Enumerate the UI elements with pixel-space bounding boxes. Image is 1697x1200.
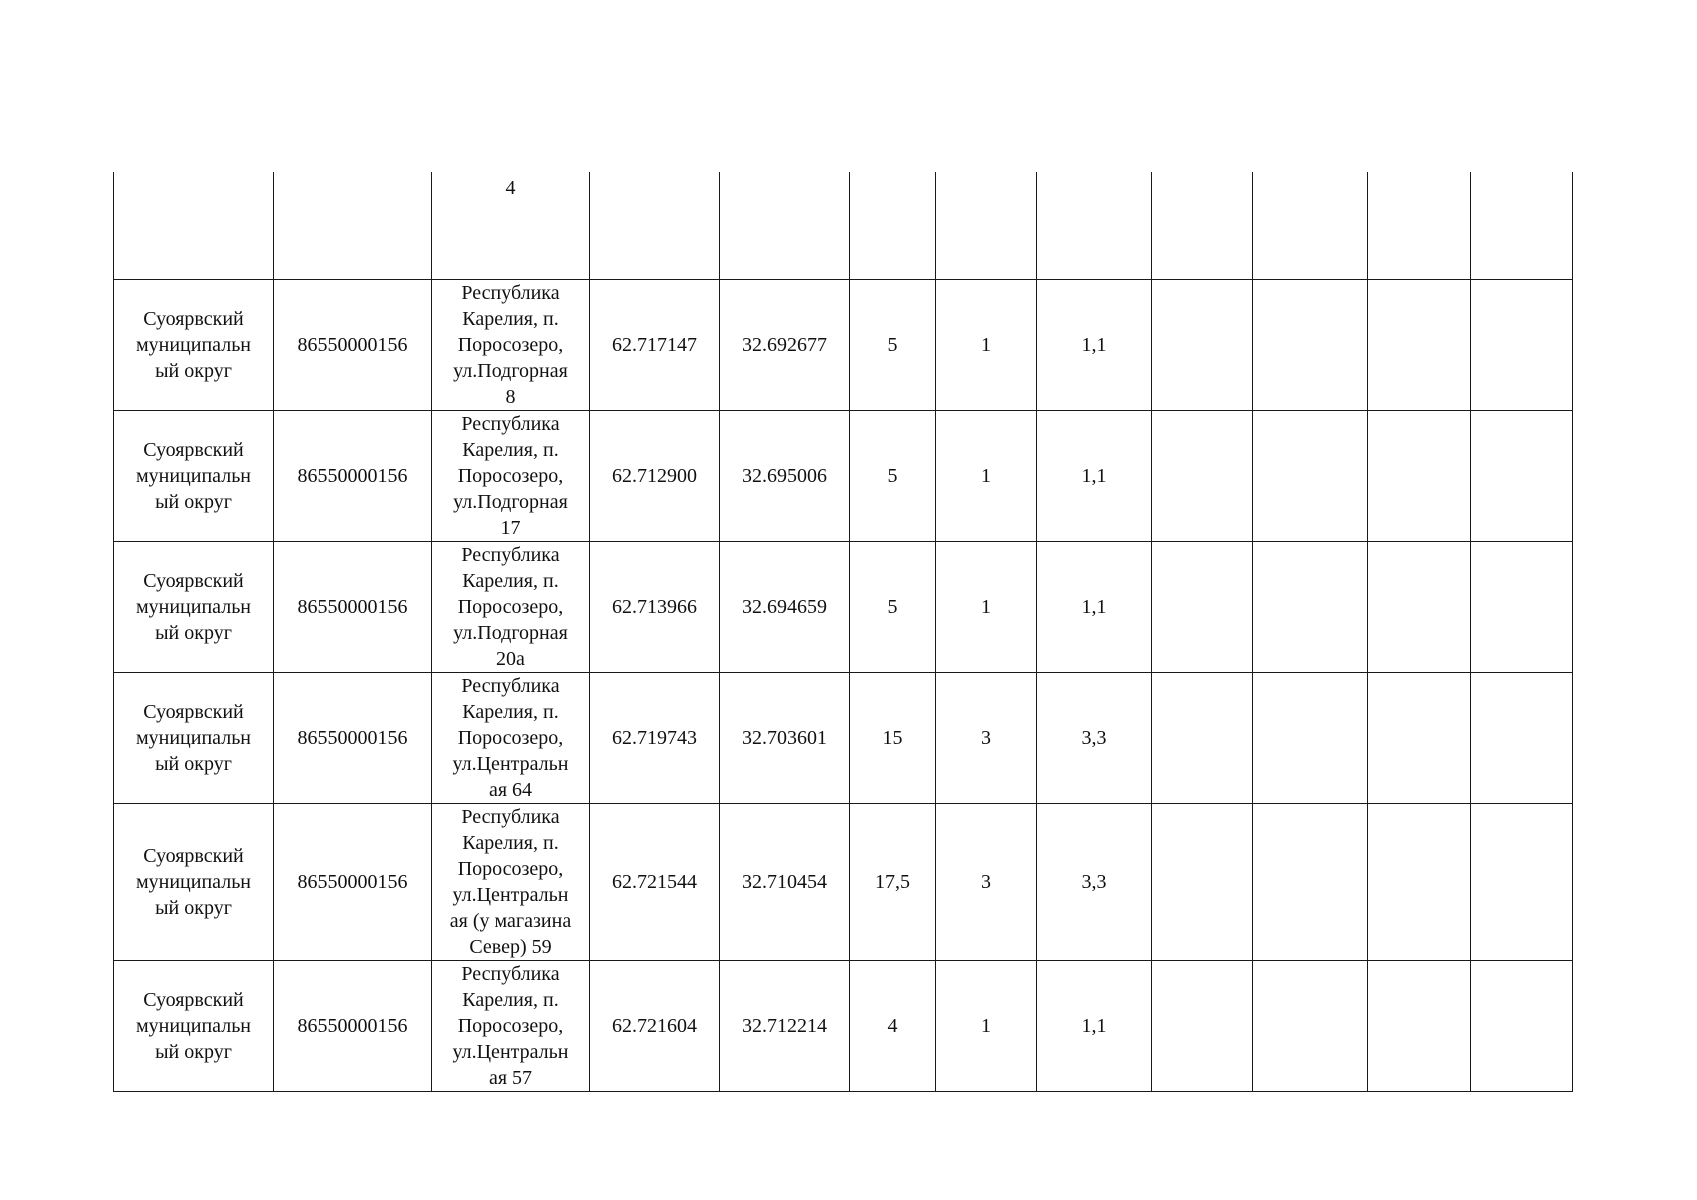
cell-address	[432, 672, 590, 803]
cell-area-text: 5	[887, 464, 898, 487]
cell-lat-text: 62.721544	[612, 870, 697, 893]
cell-empty	[1152, 279, 1253, 410]
cell-volume	[1037, 279, 1152, 410]
cell-lon	[720, 410, 850, 541]
cell-lon-text: 32.694659	[742, 595, 827, 618]
cell-empty	[1471, 960, 1573, 1091]
cell-lon-text: 32.703601	[742, 726, 827, 749]
cell-count-text: 1	[981, 1014, 991, 1037]
cell-district-text: Суоярвский муниципальн ый округ	[135, 988, 252, 1063]
table-row	[114, 541, 1573, 672]
cell-empty	[1253, 672, 1368, 803]
cell-empty	[1152, 803, 1253, 960]
cell-area-text: 5	[887, 595, 898, 618]
cell-district-text: Суоярвский муниципальн ый округ	[135, 438, 252, 513]
cell-oktmo-text: 86550000156	[297, 726, 408, 749]
cell-empty	[1471, 172, 1573, 279]
table-row	[114, 410, 1573, 541]
cell-lon	[720, 279, 850, 410]
cell-lon	[720, 960, 850, 1091]
cell-lon	[720, 172, 850, 279]
cell-lat	[590, 803, 720, 960]
cell-address-text: Республика Карелия, п. Поросозеро, ул.Центральн ая 57	[452, 962, 569, 1089]
cell-oktmo	[274, 172, 432, 279]
cell-district-text: Суоярвский муниципальн ый округ	[135, 569, 252, 644]
cell-volume-text: 1,1	[1081, 333, 1107, 356]
cell-count	[936, 541, 1037, 672]
cell-lon-text: 32.692677	[742, 333, 827, 356]
cell-address	[432, 960, 590, 1091]
cell-lat-text: 62.721604	[612, 1014, 697, 1037]
cell-count	[936, 672, 1037, 803]
cell-oktmo	[274, 672, 432, 803]
cell-area-text: 17,5	[875, 870, 910, 893]
cell-empty	[1368, 672, 1471, 803]
cell-empty	[1253, 172, 1368, 279]
cell-oktmo	[274, 960, 432, 1091]
cell-empty	[1471, 279, 1573, 410]
cell-empty	[1471, 410, 1573, 541]
cell-empty	[1253, 279, 1368, 410]
cell-oktmo-text: 86550000156	[297, 595, 408, 618]
cell-empty	[1152, 410, 1253, 541]
cell-oktmo	[274, 279, 432, 410]
cell-address-text: Республика Карелия, п. Поросозеро, ул.Подгорная 17	[453, 412, 568, 539]
cell-address	[432, 803, 590, 960]
cell-count-text: 1	[981, 595, 991, 618]
cell-district	[114, 279, 274, 410]
cell-oktmo-text: 86550000156	[297, 1014, 408, 1037]
cell-empty	[1471, 803, 1573, 960]
cell-area	[850, 672, 936, 803]
cell-address	[432, 172, 590, 279]
table-row	[114, 672, 1573, 803]
cell-lon-text: 32.695006	[742, 464, 827, 487]
cell-lat	[590, 960, 720, 1091]
cell-empty	[1253, 803, 1368, 960]
cell-oktmo-text: 86550000156	[297, 333, 408, 356]
cell-address-text: Республика Карелия, п. Поросозеро, ул.Центральн ая (у магазина Север) 59	[449, 805, 572, 958]
cell-empty	[1152, 541, 1253, 672]
cell-lat-text: 62.712900	[612, 464, 697, 487]
cell-address	[432, 541, 590, 672]
cell-area-text: 5	[887, 333, 898, 356]
cell-volume-text: 1,1	[1081, 595, 1107, 618]
cell-count-text: 3	[981, 870, 991, 893]
cell-district	[114, 410, 274, 541]
cell-empty	[1368, 410, 1471, 541]
cell-district	[114, 172, 274, 279]
cell-lon	[720, 541, 850, 672]
cell-empty	[1253, 960, 1368, 1091]
cell-count	[936, 803, 1037, 960]
cell-lat	[590, 410, 720, 541]
cell-district	[114, 960, 274, 1091]
cell-empty	[1152, 672, 1253, 803]
cell-empty	[1368, 172, 1471, 279]
cell-volume	[1037, 172, 1152, 279]
cell-area	[850, 410, 936, 541]
data-table	[113, 172, 1573, 1092]
cell-empty	[1368, 960, 1471, 1091]
cell-lat	[590, 279, 720, 410]
cell-count-text: 1	[981, 333, 991, 356]
cell-lat-text: 62.713966	[612, 595, 697, 618]
cell-address-text: Республика Карелия, п. Поросозеро, ул.Центральн ая 64	[452, 674, 569, 801]
cell-district-text: Суоярвский муниципальн ый округ	[135, 844, 252, 919]
cell-address-text: Республика Карелия, п. Поросозеро, ул.Подгорная 8	[453, 281, 568, 408]
cell-volume-text: 3,3	[1081, 870, 1107, 893]
cell-address-text: Республика Карелия, п. Поросозеро, ул.Подгорная 20а	[453, 543, 568, 670]
cell-lon-text: 32.712214	[742, 1014, 827, 1037]
cell-district-text: Суоярвский муниципальн ый округ	[135, 700, 252, 775]
cell-volume	[1037, 803, 1152, 960]
cell-lon	[720, 672, 850, 803]
cell-area-text: 4	[887, 1014, 898, 1037]
cell-lat-text: 62.719743	[612, 726, 697, 749]
cell-count-text: 1	[981, 464, 991, 487]
table-row	[114, 279, 1573, 410]
table-row-continued	[114, 172, 1573, 279]
cell-count	[936, 172, 1037, 279]
cell-empty	[1368, 803, 1471, 960]
cell-oktmo	[274, 541, 432, 672]
address-tail: 4	[505, 177, 516, 199]
cell-area	[850, 279, 936, 410]
table-body	[114, 172, 1573, 1091]
cell-empty	[1471, 672, 1573, 803]
cell-empty	[1471, 541, 1573, 672]
cell-lon-text: 32.710454	[742, 870, 827, 893]
cell-empty	[1253, 541, 1368, 672]
cell-district	[114, 803, 274, 960]
cell-district	[114, 672, 274, 803]
cell-lat-text: 62.717147	[612, 333, 697, 356]
table-row	[114, 960, 1573, 1091]
cell-volume	[1037, 541, 1152, 672]
cell-count	[936, 960, 1037, 1091]
cell-lat	[590, 541, 720, 672]
cell-address	[432, 279, 590, 410]
cell-district	[114, 541, 274, 672]
cell-empty	[1253, 410, 1368, 541]
cell-count-text: 3	[981, 726, 991, 749]
cell-oktmo-text: 86550000156	[297, 464, 408, 487]
cell-lon	[720, 803, 850, 960]
cell-area	[850, 960, 936, 1091]
cell-volume	[1037, 672, 1152, 803]
table-row	[114, 803, 1573, 960]
cell-count	[936, 410, 1037, 541]
cell-oktmo	[274, 803, 432, 960]
cell-volume-text: 1,1	[1081, 464, 1107, 487]
cell-empty	[1368, 541, 1471, 672]
cell-area	[850, 803, 936, 960]
cell-address	[432, 410, 590, 541]
cell-empty	[1368, 279, 1471, 410]
cell-lat	[590, 672, 720, 803]
cell-oktmo	[274, 410, 432, 541]
cell-area-text: 15	[882, 726, 903, 749]
cell-district-text: Суоярвский муниципальн ый округ	[135, 307, 252, 382]
cell-empty	[1152, 960, 1253, 1091]
cell-empty	[1152, 172, 1253, 279]
cell-volume-text: 1,1	[1081, 1014, 1107, 1037]
cell-area	[850, 541, 936, 672]
cell-oktmo-text: 86550000156	[297, 870, 408, 893]
cell-count	[936, 279, 1037, 410]
cell-area	[850, 172, 936, 279]
cell-volume	[1037, 410, 1152, 541]
cell-volume-text: 3,3	[1081, 726, 1107, 749]
cell-lat	[590, 172, 720, 279]
cell-volume	[1037, 960, 1152, 1091]
